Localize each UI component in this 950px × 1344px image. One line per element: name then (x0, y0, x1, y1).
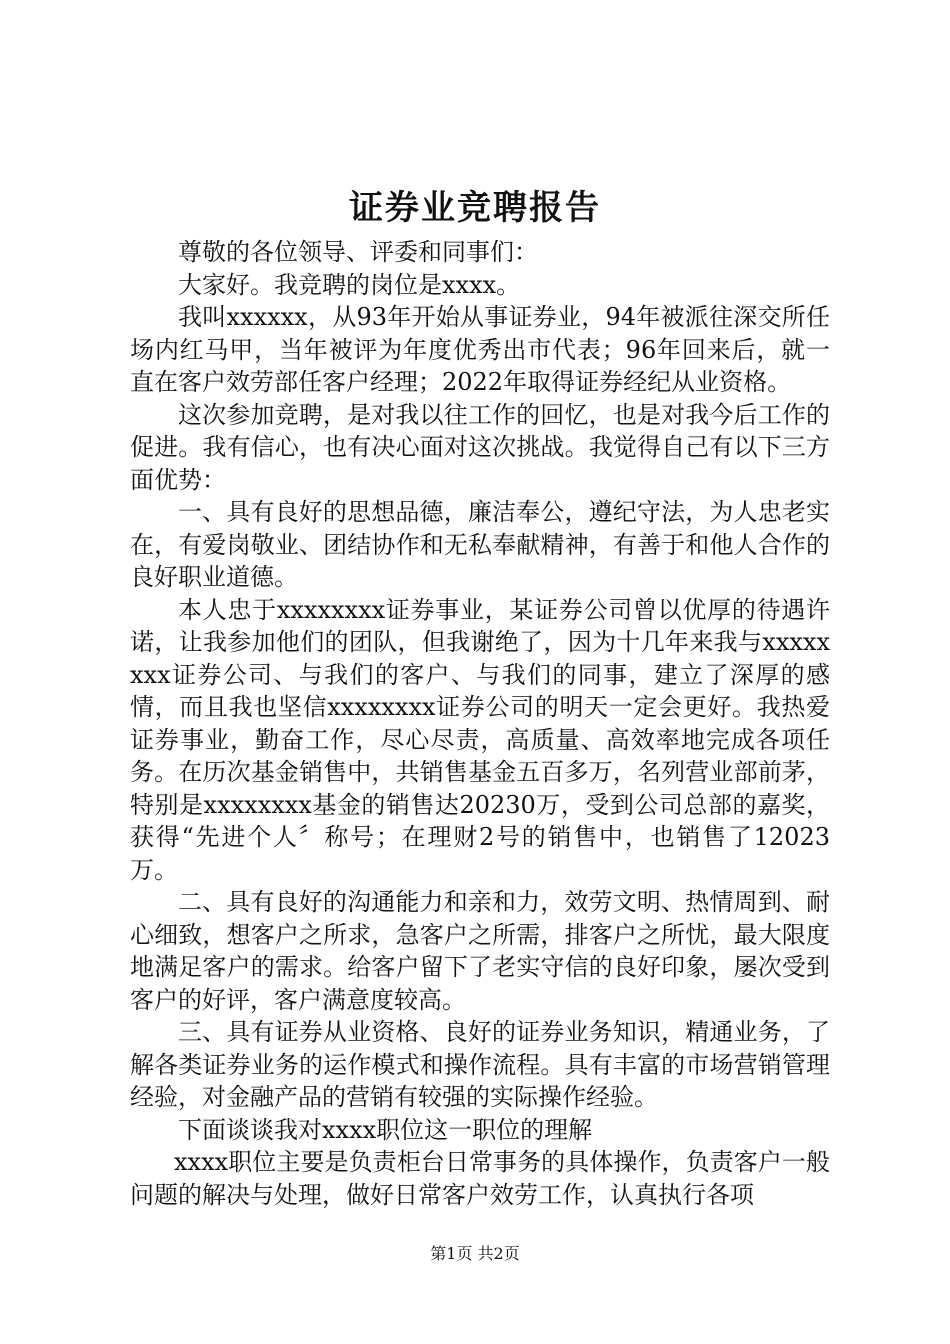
document-title: 证券业竞聘报告 (349, 188, 601, 228)
paragraph-position-description: xxxx职位主要是负责柜台日常事务的具体操作，负责客户一般问题的解决与处理，做好日常客户效劳工作，认真执行各项 (130, 1148, 830, 1209)
paragraph-introduction: 我叫xxxxxx，从93年开始从事证券业，94年被派往深交所任场内红马甲，当年被评为年度优秀出市代表；96年回来后，就一直在客户效劳部任客户经理；2022年取得证券经纪从业资格。 (130, 303, 830, 396)
paragraph-salutation: 尊敬的各位领导、评委和同事们： (178, 238, 538, 266)
paragraph-motivation: 这次参加竞聘，是对我以往工作的回忆，也是对我今后工作的促进。我有信心，也有决心面对这次挑战。我觉得自己有以下三方面优势： (130, 400, 830, 494)
paragraph-advantage-three: 三、具有证券从业资格、良好的证券业务知识，精通业务，了解各类证券业务的运作模式和操作流程。具有丰富的市场营销管理经验，对金融产品的营销有较强的实际操作经验。 (130, 1018, 830, 1111)
paragraph-position-heading: 下面谈谈我对xxxx职位这一职位的理解 (178, 1115, 593, 1144)
paragraph-advantage-one: 一、具有良好的思想品德，廉洁奉公，遵纪守法，为人忠老实在，有爱岗敬业、团结协作和无私奉献精神，有善于和他人合作的良好职业道德。 (130, 498, 830, 591)
document-body (130, 236, 830, 1211)
page-footer: 第1页 共2页 (430, 1244, 520, 1263)
paragraph-loyalty: 本人忠于xxxxxxxx证券事业，某证券公司曾以优厚的待遇许诺，让我参加他们的团队，但我谢绝了，因为十几年来我与xxxxxxxx证券公司、与我们的客户、与我们的同事，建立了深厚的感情，而且我也坚信xxxxxxxx证券公司的明天一定会更好。我热爱证券事业，勤奋工作，尽心尽责，高质量、高效率地完成各项任务。在历次基金销售中，共销售基金五百多万，名列营业部前茅，特别是xxxxxxxx基金的销售达20230万，受到公司总部的嘉奖，获得“先进个人〞称号；在理财2号的销售中，也销售了12023万。 (130, 595, 830, 884)
paragraph-greeting: 大家好。我竞聘的岗位是xxxx。 (178, 270, 521, 299)
paragraph-advantage-two: 二、具有良好的沟通能力和亲和力，效劳文明、热情周到、耐心细致，想客户之所求，急客户之所需，排客户之所忧，最大限度地满足客户的需求。给客户留下了老实守信的良好印象，屡次受到客户的好评，客户满意度较高。 (130, 888, 830, 1014)
